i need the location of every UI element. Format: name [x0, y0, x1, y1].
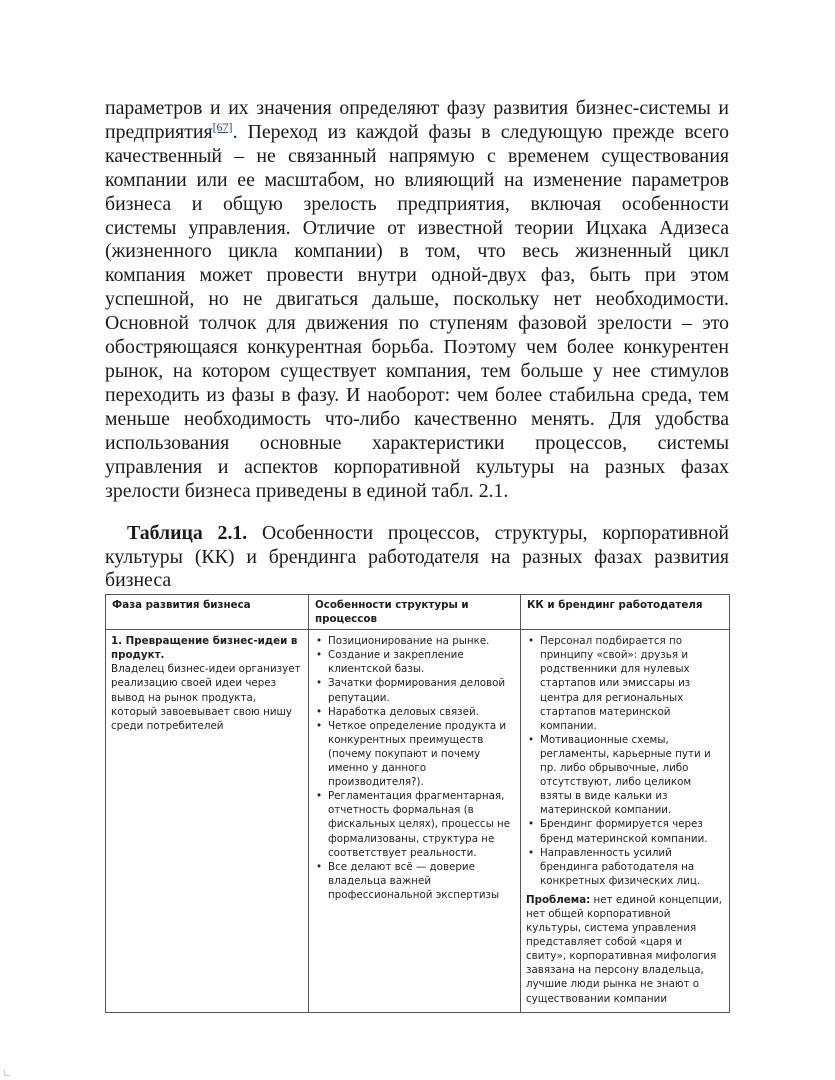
phase-description: Владелец бизнес-идеи организует реализацию своей идеи через вывод на рынок продукта, который завоевывает свою нишу среди потребителей: [111, 663, 301, 732]
cell-structure: [309, 630, 521, 1012]
list-item: • Персонал подбирается по принципу «свой»: друзья и родственники для нулевых стартапов или эмиссары из центра для региональных стартапов материнской компании.: [526, 634, 724, 733]
paragraph-line: компании или ее масштабом, но влияющий на изменение параметров: [105, 168, 729, 191]
problem-text: нет единой концепции, нет общей корпоративной культуры, система управления представляет собой «царя и свиту», корпоративная мифология завязана на персону владельца, лучшие люди рынка не знают о существовании компании: [526, 893, 723, 1005]
footnote-reference-link[interactable]: [67]: [212, 119, 233, 134]
paragraph-line: компания может провести внутри одной-двух фаз, быть при этом: [105, 264, 729, 287]
paragraph-line: управления и аспектов корпоративной культуры на разных фазах: [105, 455, 729, 478]
list-item: • Все делают всё — доверие владельца важней профессиональной экспертизы: [314, 860, 515, 902]
paragraph-line: рынок, на котором существует компания, тем больше у нее стимулов: [105, 359, 729, 382]
list-item: • Мотивационные схемы, регламенты, карьерные пути и пр. либо обрывочные, либо отсутствуют, либо целиком взяты в виде кальки из материнской компании.: [526, 733, 724, 818]
table-row: [106, 630, 730, 1012]
table-header-row: [106, 595, 730, 630]
phase-title: 1. Превращение бизнес-идеи в продукт.: [111, 635, 298, 662]
list-item: • Регламентация фрагментарная, отчетность формальная (в фискальных целях), процессы не формализованы, структура не соответствует реальности.: [314, 789, 515, 859]
caption-label: Таблица 2.1.: [127, 522, 248, 544]
phases-table: [105, 594, 730, 1013]
paragraph-line: использования основные характеристики процессов, системы: [105, 431, 729, 454]
paragraph-line: успешной, но не двигаться дальше, поскольку нет необходимости.: [105, 288, 729, 311]
header-phase: Фаза развития бизнеса: [106, 595, 309, 630]
list-item: • Четкое определение продукта и конкурентных преимуществ (почему покупают и почему именно у данного производителя?).: [314, 719, 515, 789]
body-paragraph: [105, 97, 729, 503]
header-culture: КК и брендинг работодателя: [521, 595, 730, 630]
caption-text: Особенности процессов, структуры, корпоративной: [247, 522, 730, 544]
list-item: • Создание и закрепление клиентской базы.: [314, 648, 515, 676]
paragraph-line: качественный – не связанный напрямую с временем существования: [105, 144, 729, 167]
cell-culture: [521, 630, 730, 1012]
paragraph-line: (жизненного цикла компании) в том, что весь жизненный цикл: [105, 240, 729, 263]
caption-line: бизнеса: [105, 569, 172, 591]
paragraph-line: бизнеса и общую зрелость предприятия, включая особенности: [105, 192, 729, 215]
list-item: • Наработка деловых связей.: [314, 705, 515, 719]
table-caption: [105, 522, 729, 593]
paragraph-line: системы управления. Отличие от известной теории Ицхака Адизеса: [105, 216, 729, 239]
paragraph-line: [105, 121, 729, 145]
caption-line: культуры (КК) и брендинга работодателя на разных фазах развития: [105, 545, 729, 568]
caption-line: [105, 522, 729, 546]
header-structure: Особенности структуры и процессов: [309, 595, 521, 630]
list-item: • Направленность усилий брендинга работодателя на конкретных физических лиц.: [526, 846, 724, 888]
list-item: • Позиционирование на рынке.: [314, 634, 515, 648]
page-corner-mark: [4, 1070, 10, 1076]
paragraph-line: параметров и их значения определяют фазу развития бизнес-системы и: [105, 97, 729, 119]
paragraph-text: предприятия: [105, 120, 213, 143]
paragraph-text: . Переход из каждой фазы в следующую прежде всего: [232, 120, 729, 143]
structure-list: [314, 634, 515, 902]
culture-list: [526, 634, 724, 888]
problem-label: Проблема:: [526, 893, 591, 906]
cell-phase: [106, 630, 309, 1012]
paragraph-line: зрелости бизнеса приведены в единой табл. 2.1.: [105, 479, 509, 502]
list-item: • Зачатки формирования деловой репутации.: [314, 676, 515, 704]
paragraph-line: обостряющаяся конкурентная борьба. Поэтому чем более конкурентен: [105, 336, 729, 359]
list-item: • Брендинг формируется через бренд материнской компании.: [526, 817, 724, 845]
paragraph-line: Основной толчок для движения по ступеням фазовой зрелости – это: [105, 312, 729, 335]
paragraph-line: меньше необходимость что-либо качественно менять. Для удобства: [105, 407, 729, 430]
problem-note: [526, 893, 724, 1006]
paragraph-line: переходить из фазы в фазу. И наоборот: чем более стабильна среда, тем: [105, 383, 729, 406]
